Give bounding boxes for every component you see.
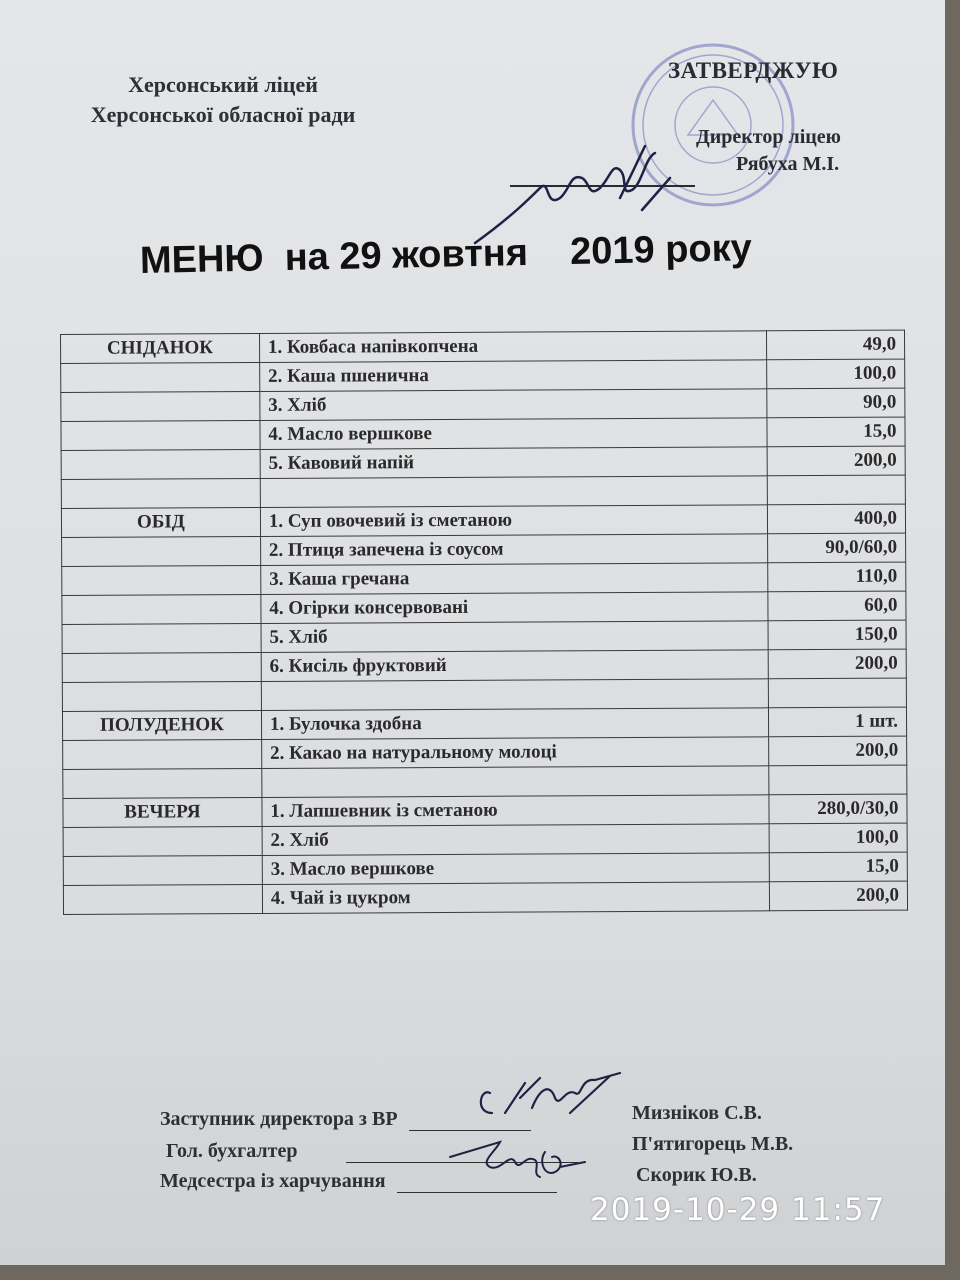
dish-cell: 1. Ковбаса напівкопчена — [259, 331, 766, 363]
meal-cell — [61, 478, 260, 508]
meal-cell — [63, 768, 262, 798]
accountant-label: Гол. бухгалтер — [166, 1140, 298, 1162]
menu-row — [62, 620, 906, 653]
amount-cell: 90,0 — [766, 388, 904, 418]
dish-cell: 4. Чай із цукром — [262, 882, 769, 914]
menu-row — [61, 417, 905, 450]
menu-row — [61, 475, 905, 508]
amount-cell: 15,0 — [769, 852, 907, 882]
amount-cell: 49,0 — [766, 330, 904, 360]
meal-cell — [62, 681, 261, 711]
menu-row — [61, 388, 905, 421]
accountant-name: П'ятигорець М.В. — [632, 1133, 794, 1155]
director-title: Директор ліцею — [696, 126, 841, 148]
menu-row — [61, 359, 905, 392]
meal-cell — [63, 884, 262, 914]
meal-cell — [62, 594, 261, 624]
dish-cell: 2. Птиця запечена із соусом — [260, 534, 767, 566]
amount-cell: 100,0 — [769, 823, 907, 853]
menu-row — [63, 852, 907, 885]
amount-cell: 60,0 — [768, 591, 906, 621]
amount-cell: 1 шт. — [768, 707, 906, 737]
deputy-name: Мизніков С.В. — [632, 1102, 762, 1124]
meal-cell: ПОЛУДЕНОК — [62, 710, 261, 740]
dish-cell: 3. Масло вершкове — [262, 853, 769, 885]
nurse-label: Медсестра із харчування — [160, 1170, 386, 1192]
org-line-2: Херсонської обласної ради — [90, 102, 356, 127]
menu-row — [62, 707, 906, 740]
dish-cell: 6. Кисіль фруктовий — [261, 650, 768, 682]
dish-cell — [262, 766, 769, 798]
dish-cell: 3. Хліб — [260, 389, 767, 421]
dish-cell: 1. Лапшевник із сметаною — [262, 795, 769, 827]
meal-cell — [62, 565, 261, 595]
org-line-1: Херсонський ліцей — [128, 72, 318, 97]
dish-cell: 2. Какао на натуральному молоці — [262, 737, 769, 769]
dish-cell: 4. Масло вершкове — [260, 418, 767, 450]
amount-cell: 200,0 — [768, 736, 906, 766]
meal-cell — [63, 855, 262, 885]
amount-cell: 400,0 — [767, 504, 905, 534]
menu-table — [60, 330, 908, 915]
meal-cell — [62, 623, 261, 653]
amount-cell: 100,0 — [766, 359, 904, 389]
dish-cell: 5. Хліб — [261, 621, 768, 653]
amount-cell — [768, 678, 906, 708]
amount-cell — [767, 475, 905, 505]
meal-cell — [62, 652, 261, 682]
meal-cell — [61, 420, 260, 450]
menu-row — [61, 504, 905, 537]
menu-row — [63, 736, 907, 769]
meal-cell — [63, 739, 262, 769]
amount-cell: 110,0 — [767, 562, 905, 592]
deputy-label: Заступник директора з ВР — [160, 1108, 398, 1130]
amount-cell: 15,0 — [767, 417, 905, 447]
organization-name — [48, 70, 398, 130]
dish-cell: 5. Кавовий напій — [260, 447, 767, 479]
nurse-name: Скорик Ю.В. — [636, 1164, 757, 1186]
amount-cell: 280,0/30,0 — [769, 794, 907, 824]
dish-cell — [260, 476, 767, 508]
accountant-signature-icon — [440, 1132, 590, 1187]
amount-cell: 200,0 — [767, 446, 905, 476]
meal-cell — [62, 536, 261, 566]
photo-timestamp: 2019-10-29 11:57 — [590, 1192, 886, 1228]
menu-row — [62, 533, 906, 566]
amount-cell — [768, 765, 906, 795]
dish-cell — [261, 679, 768, 711]
amount-cell: 150,0 — [768, 620, 906, 650]
amount-cell: 90,0/60,0 — [767, 533, 905, 563]
meal-cell: ОБІД — [61, 507, 260, 537]
menu-row — [62, 591, 906, 624]
meal-cell — [63, 826, 262, 856]
menu-row — [63, 794, 907, 827]
menu-row — [62, 678, 906, 711]
menu-row — [61, 330, 905, 363]
meal-cell: ВЕЧЕРЯ — [63, 797, 262, 827]
menu-row — [61, 446, 905, 479]
dish-cell: 1. Суп овочевий із сметаною — [260, 505, 767, 537]
meal-cell — [61, 391, 260, 421]
menu-row — [62, 562, 906, 595]
dish-cell: 4. Огірки консервовані — [261, 592, 768, 624]
dish-cell: 1. Булочка здобна — [261, 708, 768, 740]
menu-row — [63, 881, 907, 914]
amount-cell: 200,0 — [768, 649, 906, 679]
amount-cell: 200,0 — [769, 881, 907, 911]
menu-row — [63, 823, 907, 856]
meal-cell — [61, 362, 260, 392]
director-name: Рябуха М.І. — [736, 153, 840, 175]
dish-cell: 2. Хліб — [262, 824, 769, 856]
menu-row — [62, 649, 906, 682]
deputy-signature-icon — [470, 1068, 630, 1128]
meal-cell — [61, 449, 260, 479]
menu-row — [63, 765, 907, 798]
approval-heading: ЗАТВЕРДЖУЮ — [668, 58, 839, 83]
dish-cell: 2. Каша пшенична — [260, 360, 767, 392]
meal-cell: СНІДАНОК — [61, 333, 260, 363]
dish-cell: 3. Каша гречана — [261, 563, 768, 595]
menu-title: МЕНЮ на 29 жовтня 2019 року — [139, 227, 753, 282]
